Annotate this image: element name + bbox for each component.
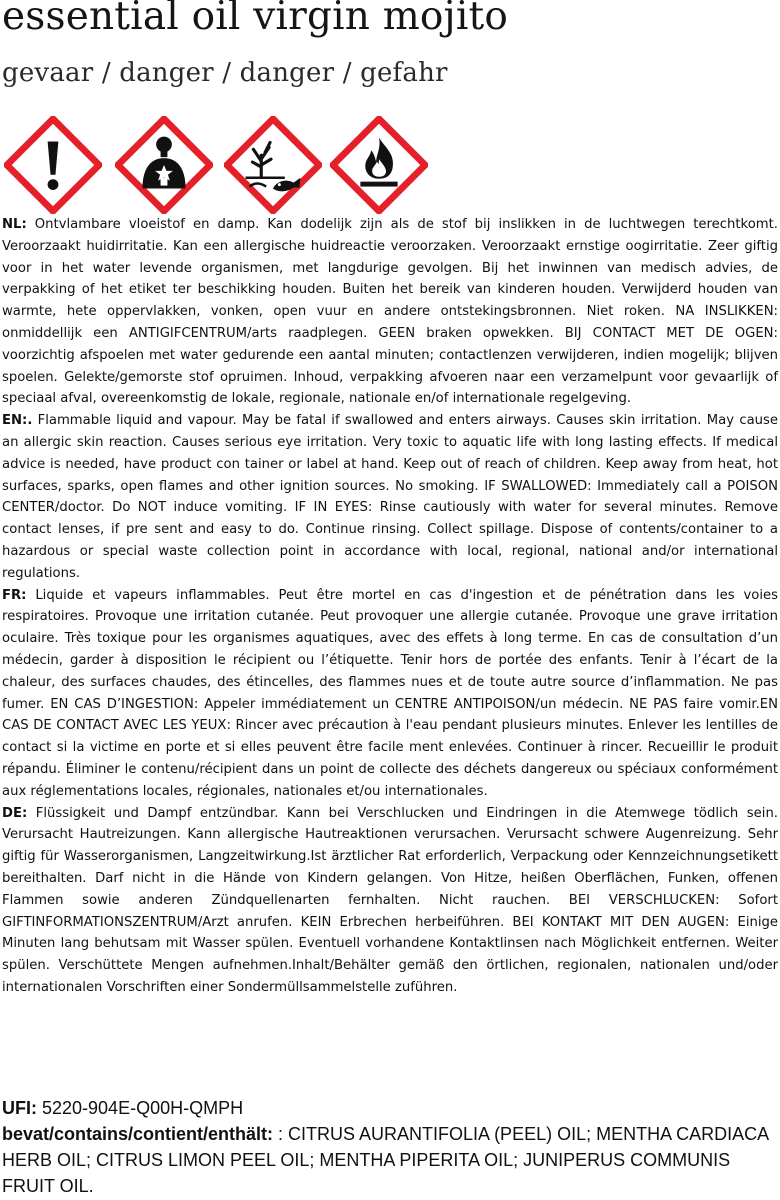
- ingredients-list: : CITRUS AURANTIFOLIA (PEEL) OIL; MENTHA CARDIACA HERB OIL; CITRUS LIMON PEEL OIL; MENTHA PIPERITA OIL; JUNIPERUS COMMUNIS FRUIT OIL.: [2, 1124, 769, 1196]
- ufi-line: [2, 1095, 778, 1121]
- hazard-statements: [2, 214, 778, 999]
- statement-fr: [2, 585, 778, 803]
- contains-line: [2, 1121, 778, 1199]
- language-label: DE:: [2, 805, 28, 821]
- hazard-pictograms: [4, 116, 444, 216]
- statement-text: Flammable liquid and vapour. May be fatal if swallowed and enters airways. Causes skin irritation. May cause an allergic skin reaction. Causes serious eye irritation. Very toxic to aquatic life with long lasting effects. If medical advice is needed, have product con tainer or label at hand. Keep out of reach of children. Keep away from heat, hot surfaces, sparks, open flames and other ignition sources. No smoking. IF SWALLOWED: Immediately call a POISON CENTER/doctor. Do NOT induce vomiting. IF IN EYES: Rinse cautiously with water for several minutes. Remove contact lenses, if pre sent and easy to do. Continue rinsing. Collect spillage. Dispose of contents/container to a hazardous or special waste collection point in accordance with local, regional, national and/or international regulations.: [2, 413, 778, 581]
- language-label: FR:: [2, 587, 27, 603]
- ufi-label: UFI:: [2, 1098, 37, 1118]
- contains-label: bevat/contains/contient/enthält:: [2, 1124, 274, 1144]
- environment-hazard-icon: [224, 116, 322, 214]
- ufi-code: 5220-904E-Q00H-QMPH: [37, 1098, 244, 1118]
- signal-word: gevaar / danger / danger / gefahr: [2, 58, 448, 88]
- statement-text: Ontvlambare vloeistof en damp. Kan dodelijk zijn als de stof bij inslikken in de luchtwegen terechtkomt. Veroorzaakt huidirritatie. Kan een allergische huidreactie veroorzaken. Veroorzaakt ernstige oogirritatie. Zeer giftig voor in het water levende organismen, met langdurige gevolgen. Bij het inwinnen van medisch advies, de verpakking of het etiket ter beschikking houden. Buiten het bereik van kinderen houden. Verwijderd houden van warmte, hete oppervlakken, vonken, open vuur en andere ontstekingsbronnen. Niet roken. NA INSLIKKEN: onmiddellijk een ANTIGIFCENTRUM/arts raadplegen. GEEN braken opwekken. BIJ CONTACT MET DE OGEN: voorzichtig afspoelen met water gedurende een aantal minuten; contactlenzen verwijderen, indien mogelijk; blijven spoelen. Gelekte/gemorste stof opruimen. Inhoud, verpakking afvoeren naar een verzamelpunt voor gevaarlijk of speciaal afval, overeenkomstig de lokale, regionale, nationale en/of internationale regelgeving.: [2, 217, 778, 407]
- statement-text: Flüssigkeit und Dampf entzündbar. Kann bei Verschlucken und Eindringen in die Atemwege tödlich sein. Verursacht Hautreizungen. Kann allergische Hautreaktionen verursachen. Verursacht schwere Augenreizung. Sehr giftig für Wasserorganismen, Langzeitwirkung.Ist ärztlicher Rat erforderlich, Verpackung oder Kennzeichnungsetikett bereithalten. Darf nicht in die Hände von Kindern gelangen. Von Hitze, heißen Oberflächen, Funken, offenen Flammen sowie anderen Zündquellenarten fernhalten. Nicht rauchen. BEI VERSCHLUCKEN: Sofort GIFTINFORMATIONSZENTRUM/Arzt anrufen. KEIN Erbrechen herbeiführen. BEI KONTAKT MIT DEN AUGEN: Einige Minuten lang behutsam mit Wasser spülen. Eventuell vorhandene Kontaktlinsen nach Möglichkeit entfernen. Weiter spülen. Verschüttete Mengen aufnehmen.Inhalt/Behälter gemäß den örtlichen, regionalen, nationalen und/oder internationalen Vorschriften einer Sondermüllsammelstelle zuführen.: [2, 805, 778, 995]
- language-label: EN:.: [2, 413, 33, 429]
- product-identifiers: [2, 1095, 778, 1199]
- product-title: essential oil virgin mojito: [2, 0, 509, 39]
- statement-de: [2, 803, 778, 999]
- statement-en: [2, 410, 778, 584]
- health-hazard-icon: [115, 116, 213, 214]
- flame-icon: [330, 116, 428, 214]
- statement-text: Liquide et vapeurs inflammables. Peut être mortel en cas d'ingestion et de pénétration dans les voies respiratoires. Provoque une irritation cutanée. Peut provoquer une allergie cutanée. Provoque une grave irritation oculaire. Très toxique pour les organismes aquatiques, avec des effets à long terme. En cas de consultation d’un médecin, garder à disposition le récipient ou l’étiquette. Tenir hors de portée des enfants. Tenir à l’écart de la chaleur, des surfaces chaudes, des étincelles, des flammes nues et de toute autre source d’inflammation. Ne pas fumer. EN CAS D’INGESTION: Appeler immédiatement un CENTRE ANTIPOISON/un médecin. NE PAS faire vomir.EN CAS DE CONTACT AVEC LES YEUX: Rincer avec précaution à l'eau pendant plusieurs minutes. Enlever les lentilles de contact si la victime en porte et si elles peuvent être facile ment enlevées. Continuer à rincer. Recueillir le produit répandu. Éliminer le contenu/récipient dans un point de collecte des déchets dangereux ou spéciaux conformément aux réglementations locales, régionales, nationales et/ou internationales.: [2, 587, 778, 799]
- language-label: NL:: [2, 217, 27, 232]
- exclamation-mark-icon: [4, 116, 102, 214]
- statement-nl: [2, 214, 778, 410]
